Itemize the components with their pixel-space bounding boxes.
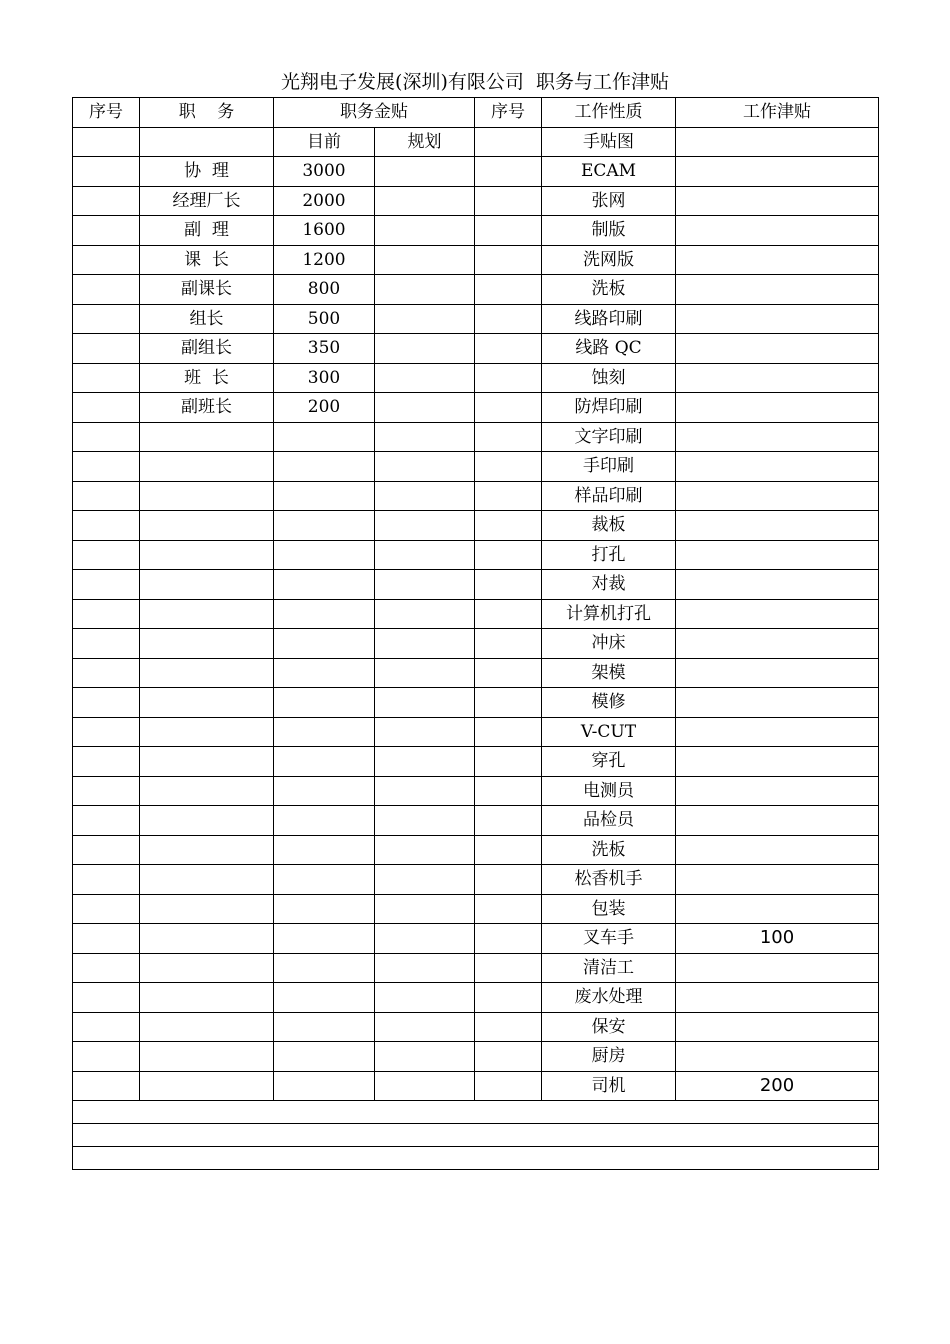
- position-cell: [140, 629, 274, 659]
- current-allowance-cell: [274, 953, 375, 983]
- allowance-table: [72, 97, 879, 1170]
- work-type-cell: 架模: [542, 658, 676, 688]
- work-allowance-cell: [676, 717, 879, 747]
- table-row: [73, 157, 879, 187]
- planned-allowance-cell: [375, 393, 475, 423]
- seq-cell: [73, 599, 140, 629]
- seq-cell: [73, 747, 140, 777]
- work-allowance-cell: [676, 835, 879, 865]
- work-type-cell: 线路 QC: [542, 334, 676, 364]
- work-type-cell: 洗板: [542, 275, 676, 305]
- work-type-cell: ECAM: [542, 157, 676, 187]
- subheader-current: 目前: [274, 127, 375, 157]
- header-seq-2: 序号: [475, 98, 542, 128]
- table-row: [73, 776, 879, 806]
- seq-2-cell: [475, 452, 542, 482]
- current-allowance-cell: [274, 717, 375, 747]
- work-type-cell: 废水处理: [542, 983, 676, 1013]
- planned-allowance-cell: [375, 245, 475, 275]
- planned-allowance-cell: [375, 363, 475, 393]
- seq-cell: [73, 186, 140, 216]
- current-allowance-cell: 500: [274, 304, 375, 334]
- position-cell: 副组长: [140, 334, 274, 364]
- table-row: [73, 599, 879, 629]
- planned-allowance-cell: [375, 186, 475, 216]
- current-allowance-cell: [274, 570, 375, 600]
- position-cell: [140, 865, 274, 895]
- header-work-type: 工作性质: [542, 98, 676, 128]
- seq-cell: [73, 835, 140, 865]
- planned-allowance-cell: [375, 776, 475, 806]
- current-allowance-cell: 300: [274, 363, 375, 393]
- work-type-cell: 叉车手: [542, 924, 676, 954]
- seq-cell: [73, 806, 140, 836]
- header-position: 职 务: [140, 98, 274, 128]
- work-type-cell: 包装: [542, 894, 676, 924]
- position-cell: [140, 1042, 274, 1072]
- seq-2-cell: [475, 924, 542, 954]
- work-allowance-cell: [676, 747, 879, 777]
- current-allowance-cell: [274, 894, 375, 924]
- planned-allowance-cell: [375, 658, 475, 688]
- position-cell: [140, 894, 274, 924]
- work-allowance-cell: [676, 983, 879, 1013]
- table-row: [73, 275, 879, 305]
- current-allowance-cell: [274, 688, 375, 718]
- work-type-cell: 穿孔: [542, 747, 676, 777]
- seq-2-cell: [475, 688, 542, 718]
- table-row: [73, 570, 879, 600]
- position-cell: [140, 540, 274, 570]
- seq-2-cell: [475, 717, 542, 747]
- seq-cell: [73, 540, 140, 570]
- work-type-cell: 制版: [542, 216, 676, 246]
- seq-cell: [73, 1042, 140, 1072]
- planned-allowance-cell: [375, 422, 475, 452]
- table-row: [73, 894, 879, 924]
- seq-cell: [73, 688, 140, 718]
- current-allowance-cell: [274, 1042, 375, 1072]
- planned-allowance-cell: [375, 511, 475, 541]
- position-cell: [140, 776, 274, 806]
- seq-cell: [73, 1012, 140, 1042]
- seq-cell: [73, 481, 140, 511]
- planned-allowance-cell: [375, 747, 475, 777]
- planned-allowance-cell: [375, 452, 475, 482]
- planned-allowance-cell: [375, 570, 475, 600]
- table-row: [73, 924, 879, 954]
- planned-allowance-cell: [375, 806, 475, 836]
- table-row: [73, 127, 879, 157]
- position-cell: 课 长: [140, 245, 274, 275]
- current-allowance-cell: [274, 540, 375, 570]
- seq-cell: [73, 570, 140, 600]
- seq-2-cell: [475, 806, 542, 836]
- work-allowance-cell: [676, 629, 879, 659]
- work-allowance-cell: [676, 1042, 879, 1072]
- planned-allowance-cell: [375, 1071, 475, 1101]
- seq-2-cell: [475, 275, 542, 305]
- work-type-cell: 裁板: [542, 511, 676, 541]
- work-type-cell: 清洁工: [542, 953, 676, 983]
- current-allowance-cell: 1200: [274, 245, 375, 275]
- seq-cell: [73, 717, 140, 747]
- seq-cell: [73, 894, 140, 924]
- position-cell: 班 长: [140, 363, 274, 393]
- table-row: [73, 658, 879, 688]
- planned-allowance-cell: [375, 157, 475, 187]
- planned-allowance-cell: [375, 629, 475, 659]
- work-type-cell: 保安: [542, 1012, 676, 1042]
- planned-allowance-cell: [375, 924, 475, 954]
- work-type-cell: 打孔: [542, 540, 676, 570]
- seq-cell: [73, 275, 140, 305]
- seq-cell: [73, 924, 140, 954]
- work-type-cell: 洗网版: [542, 245, 676, 275]
- table-row: [73, 1012, 879, 1042]
- seq-cell: [73, 245, 140, 275]
- table-row: [73, 1042, 879, 1072]
- work-type-cell: 冲床: [542, 629, 676, 659]
- table-row: [73, 422, 879, 452]
- seq-2-cell: [475, 511, 542, 541]
- position-cell: [140, 717, 274, 747]
- position-cell: 副课长: [140, 275, 274, 305]
- planned-allowance-cell: [375, 540, 475, 570]
- work-type-cell: 司机: [542, 1071, 676, 1101]
- seq-cell: [73, 393, 140, 423]
- seq-cell: [73, 983, 140, 1013]
- table-row: [73, 806, 879, 836]
- seq-2-cell: [475, 245, 542, 275]
- table-row: [73, 216, 879, 246]
- seq-cell: [73, 334, 140, 364]
- work-allowance-cell: [676, 452, 879, 482]
- work-type-cell: V-CUT: [542, 717, 676, 747]
- table-row: [73, 186, 879, 216]
- work-allowance-cell: [676, 953, 879, 983]
- current-allowance-cell: [274, 511, 375, 541]
- work-type-cell: 手贴图: [542, 127, 676, 157]
- current-allowance-cell: [274, 629, 375, 659]
- position-cell: [140, 422, 274, 452]
- table-row: [73, 747, 879, 777]
- planned-allowance-cell: [375, 599, 475, 629]
- work-type-cell: 厨房: [542, 1042, 676, 1072]
- position-cell: 经理厂长: [140, 186, 274, 216]
- current-allowance-cell: [274, 806, 375, 836]
- work-type-cell: 对裁: [542, 570, 676, 600]
- seq-cell: [73, 452, 140, 482]
- seq-cell: [73, 865, 140, 895]
- seq-2-cell: [475, 658, 542, 688]
- planned-allowance-cell: [375, 216, 475, 246]
- seq-2-cell: [475, 747, 542, 777]
- blank-cell: [73, 1124, 879, 1147]
- page-title: 光翔电子发展(深圳)有限公司 职务与工作津贴: [281, 71, 669, 93]
- current-allowance-cell: 800: [274, 275, 375, 305]
- work-allowance-cell: [676, 511, 879, 541]
- subheader-planned: 规划: [375, 127, 475, 157]
- work-allowance-cell: [676, 806, 879, 836]
- planned-allowance-cell: [375, 865, 475, 895]
- position-cell: [140, 688, 274, 718]
- work-allowance-cell: [676, 304, 879, 334]
- seq-2-cell: [475, 1012, 542, 1042]
- header-work-allowance: 工作津贴: [676, 98, 879, 128]
- current-allowance-cell: 2000: [274, 186, 375, 216]
- position-cell: 副 理: [140, 216, 274, 246]
- position-cell: 副班长: [140, 393, 274, 423]
- current-allowance-cell: [274, 1071, 375, 1101]
- table-row: [73, 865, 879, 895]
- seq-2-cell: [475, 983, 542, 1013]
- planned-allowance-cell: [375, 1012, 475, 1042]
- planned-allowance-cell: [375, 688, 475, 718]
- seq-cell: [73, 216, 140, 246]
- work-allowance-cell: [676, 157, 879, 187]
- seq-2-cell: [475, 835, 542, 865]
- seq-2-cell: [475, 216, 542, 246]
- current-allowance-cell: [274, 422, 375, 452]
- planned-allowance-cell: [375, 334, 475, 364]
- table-row: [73, 304, 879, 334]
- seq-cell: [73, 511, 140, 541]
- table-row: [73, 688, 879, 718]
- work-allowance-cell: [676, 127, 879, 157]
- table-row: [73, 629, 879, 659]
- seq-cell: [73, 422, 140, 452]
- work-allowance-cell: [676, 186, 879, 216]
- seq-2-cell: [475, 481, 542, 511]
- seq-2-cell: [475, 629, 542, 659]
- work-allowance-cell: [676, 570, 879, 600]
- position-cell: [140, 835, 274, 865]
- current-allowance-cell: [274, 599, 375, 629]
- seq-2-cell: [475, 953, 542, 983]
- blank-row: [73, 1147, 879, 1170]
- work-allowance-cell: [676, 481, 879, 511]
- work-allowance-cell: [676, 894, 879, 924]
- seq-cell: [73, 363, 140, 393]
- blank-cell: [73, 1101, 879, 1124]
- table-row: [73, 511, 879, 541]
- seq-2-cell: [475, 334, 542, 364]
- table-row: [73, 481, 879, 511]
- current-allowance-cell: [274, 924, 375, 954]
- work-allowance-cell: [676, 275, 879, 305]
- table-row: [73, 245, 879, 275]
- seq-cell: [73, 1071, 140, 1101]
- seq-cell: [73, 127, 140, 157]
- current-allowance-cell: 350: [274, 334, 375, 364]
- work-allowance-cell: 100: [676, 924, 879, 954]
- seq-2-cell: [475, 599, 542, 629]
- position-cell: [140, 983, 274, 1013]
- work-type-cell: 手印刷: [542, 452, 676, 482]
- work-allowance-cell: [676, 776, 879, 806]
- work-allowance-cell: [676, 865, 879, 895]
- current-allowance-cell: [274, 452, 375, 482]
- seq-2-cell: [475, 570, 542, 600]
- position-cell: [140, 953, 274, 983]
- planned-allowance-cell: [375, 304, 475, 334]
- work-allowance-cell: [676, 658, 879, 688]
- table-row: [73, 540, 879, 570]
- table-row: [73, 717, 879, 747]
- seq-2-cell: [475, 127, 542, 157]
- work-type-cell: 洗板: [542, 835, 676, 865]
- header-seq: 序号: [73, 98, 140, 128]
- position-cell: 协 理: [140, 157, 274, 187]
- position-cell: [140, 747, 274, 777]
- seq-cell: [73, 629, 140, 659]
- planned-allowance-cell: [375, 894, 475, 924]
- planned-allowance-cell: [375, 717, 475, 747]
- seq-2-cell: [475, 186, 542, 216]
- position-cell: [140, 511, 274, 541]
- work-type-cell: 蚀刻: [542, 363, 676, 393]
- seq-2-cell: [475, 776, 542, 806]
- position-cell: [140, 127, 274, 157]
- work-allowance-cell: [676, 1012, 879, 1042]
- seq-2-cell: [475, 363, 542, 393]
- position-cell: [140, 599, 274, 629]
- position-cell: [140, 570, 274, 600]
- work-type-cell: 计算机打孔: [542, 599, 676, 629]
- position-cell: [140, 806, 274, 836]
- position-cell: [140, 1012, 274, 1042]
- work-type-cell: 文字印刷: [542, 422, 676, 452]
- current-allowance-cell: [274, 747, 375, 777]
- blank-cell: [73, 1147, 879, 1170]
- table-row: [73, 835, 879, 865]
- planned-allowance-cell: [375, 481, 475, 511]
- blank-row: [73, 1101, 879, 1124]
- planned-allowance-cell: [375, 953, 475, 983]
- work-allowance-cell: [676, 393, 879, 423]
- current-allowance-cell: 3000: [274, 157, 375, 187]
- seq-cell: [73, 658, 140, 688]
- work-allowance-cell: [676, 216, 879, 246]
- work-type-cell: 电测员: [542, 776, 676, 806]
- table-row: [73, 1071, 879, 1101]
- seq-2-cell: [475, 157, 542, 187]
- work-allowance-cell: [676, 363, 879, 393]
- table-row: [73, 393, 879, 423]
- work-type-cell: 线路印刷: [542, 304, 676, 334]
- work-allowance-cell: [676, 688, 879, 718]
- work-type-cell: 松香机手: [542, 865, 676, 895]
- position-cell: [140, 452, 274, 482]
- table-row: [73, 452, 879, 482]
- seq-cell: [73, 776, 140, 806]
- work-type-cell: 样品印刷: [542, 481, 676, 511]
- work-type-cell: 品检员: [542, 806, 676, 836]
- work-type-cell: 张网: [542, 186, 676, 216]
- current-allowance-cell: [274, 1012, 375, 1042]
- table-row: [73, 334, 879, 364]
- header-position-allowance: 职务金贴: [274, 98, 475, 128]
- seq-2-cell: [475, 1071, 542, 1101]
- table-row: [73, 953, 879, 983]
- seq-2-cell: [475, 894, 542, 924]
- seq-2-cell: [475, 1042, 542, 1072]
- planned-allowance-cell: [375, 275, 475, 305]
- planned-allowance-cell: [375, 983, 475, 1013]
- work-allowance-cell: [676, 334, 879, 364]
- current-allowance-cell: 1600: [274, 216, 375, 246]
- position-cell: [140, 658, 274, 688]
- current-allowance-cell: [274, 776, 375, 806]
- position-cell: [140, 1071, 274, 1101]
- work-type-cell: 模修: [542, 688, 676, 718]
- current-allowance-cell: 200: [274, 393, 375, 423]
- current-allowance-cell: [274, 983, 375, 1013]
- seq-2-cell: [475, 422, 542, 452]
- table-row: [73, 363, 879, 393]
- position-cell: 组长: [140, 304, 274, 334]
- planned-allowance-cell: [375, 1042, 475, 1072]
- header-row: [73, 98, 879, 128]
- work-allowance-cell: 200: [676, 1071, 879, 1101]
- blank-row: [73, 1124, 879, 1147]
- planned-allowance-cell: [375, 835, 475, 865]
- seq-2-cell: [475, 304, 542, 334]
- current-allowance-cell: [274, 481, 375, 511]
- work-allowance-cell: [676, 540, 879, 570]
- work-allowance-cell: [676, 422, 879, 452]
- seq-cell: [73, 157, 140, 187]
- current-allowance-cell: [274, 835, 375, 865]
- work-allowance-cell: [676, 245, 879, 275]
- position-cell: [140, 481, 274, 511]
- seq-2-cell: [475, 865, 542, 895]
- seq-cell: [73, 953, 140, 983]
- work-type-cell: 防焊印刷: [542, 393, 676, 423]
- current-allowance-cell: [274, 865, 375, 895]
- seq-2-cell: [475, 540, 542, 570]
- work-allowance-cell: [676, 599, 879, 629]
- seq-cell: [73, 304, 140, 334]
- seq-2-cell: [475, 393, 542, 423]
- table-row: [73, 983, 879, 1013]
- current-allowance-cell: [274, 658, 375, 688]
- position-cell: [140, 924, 274, 954]
